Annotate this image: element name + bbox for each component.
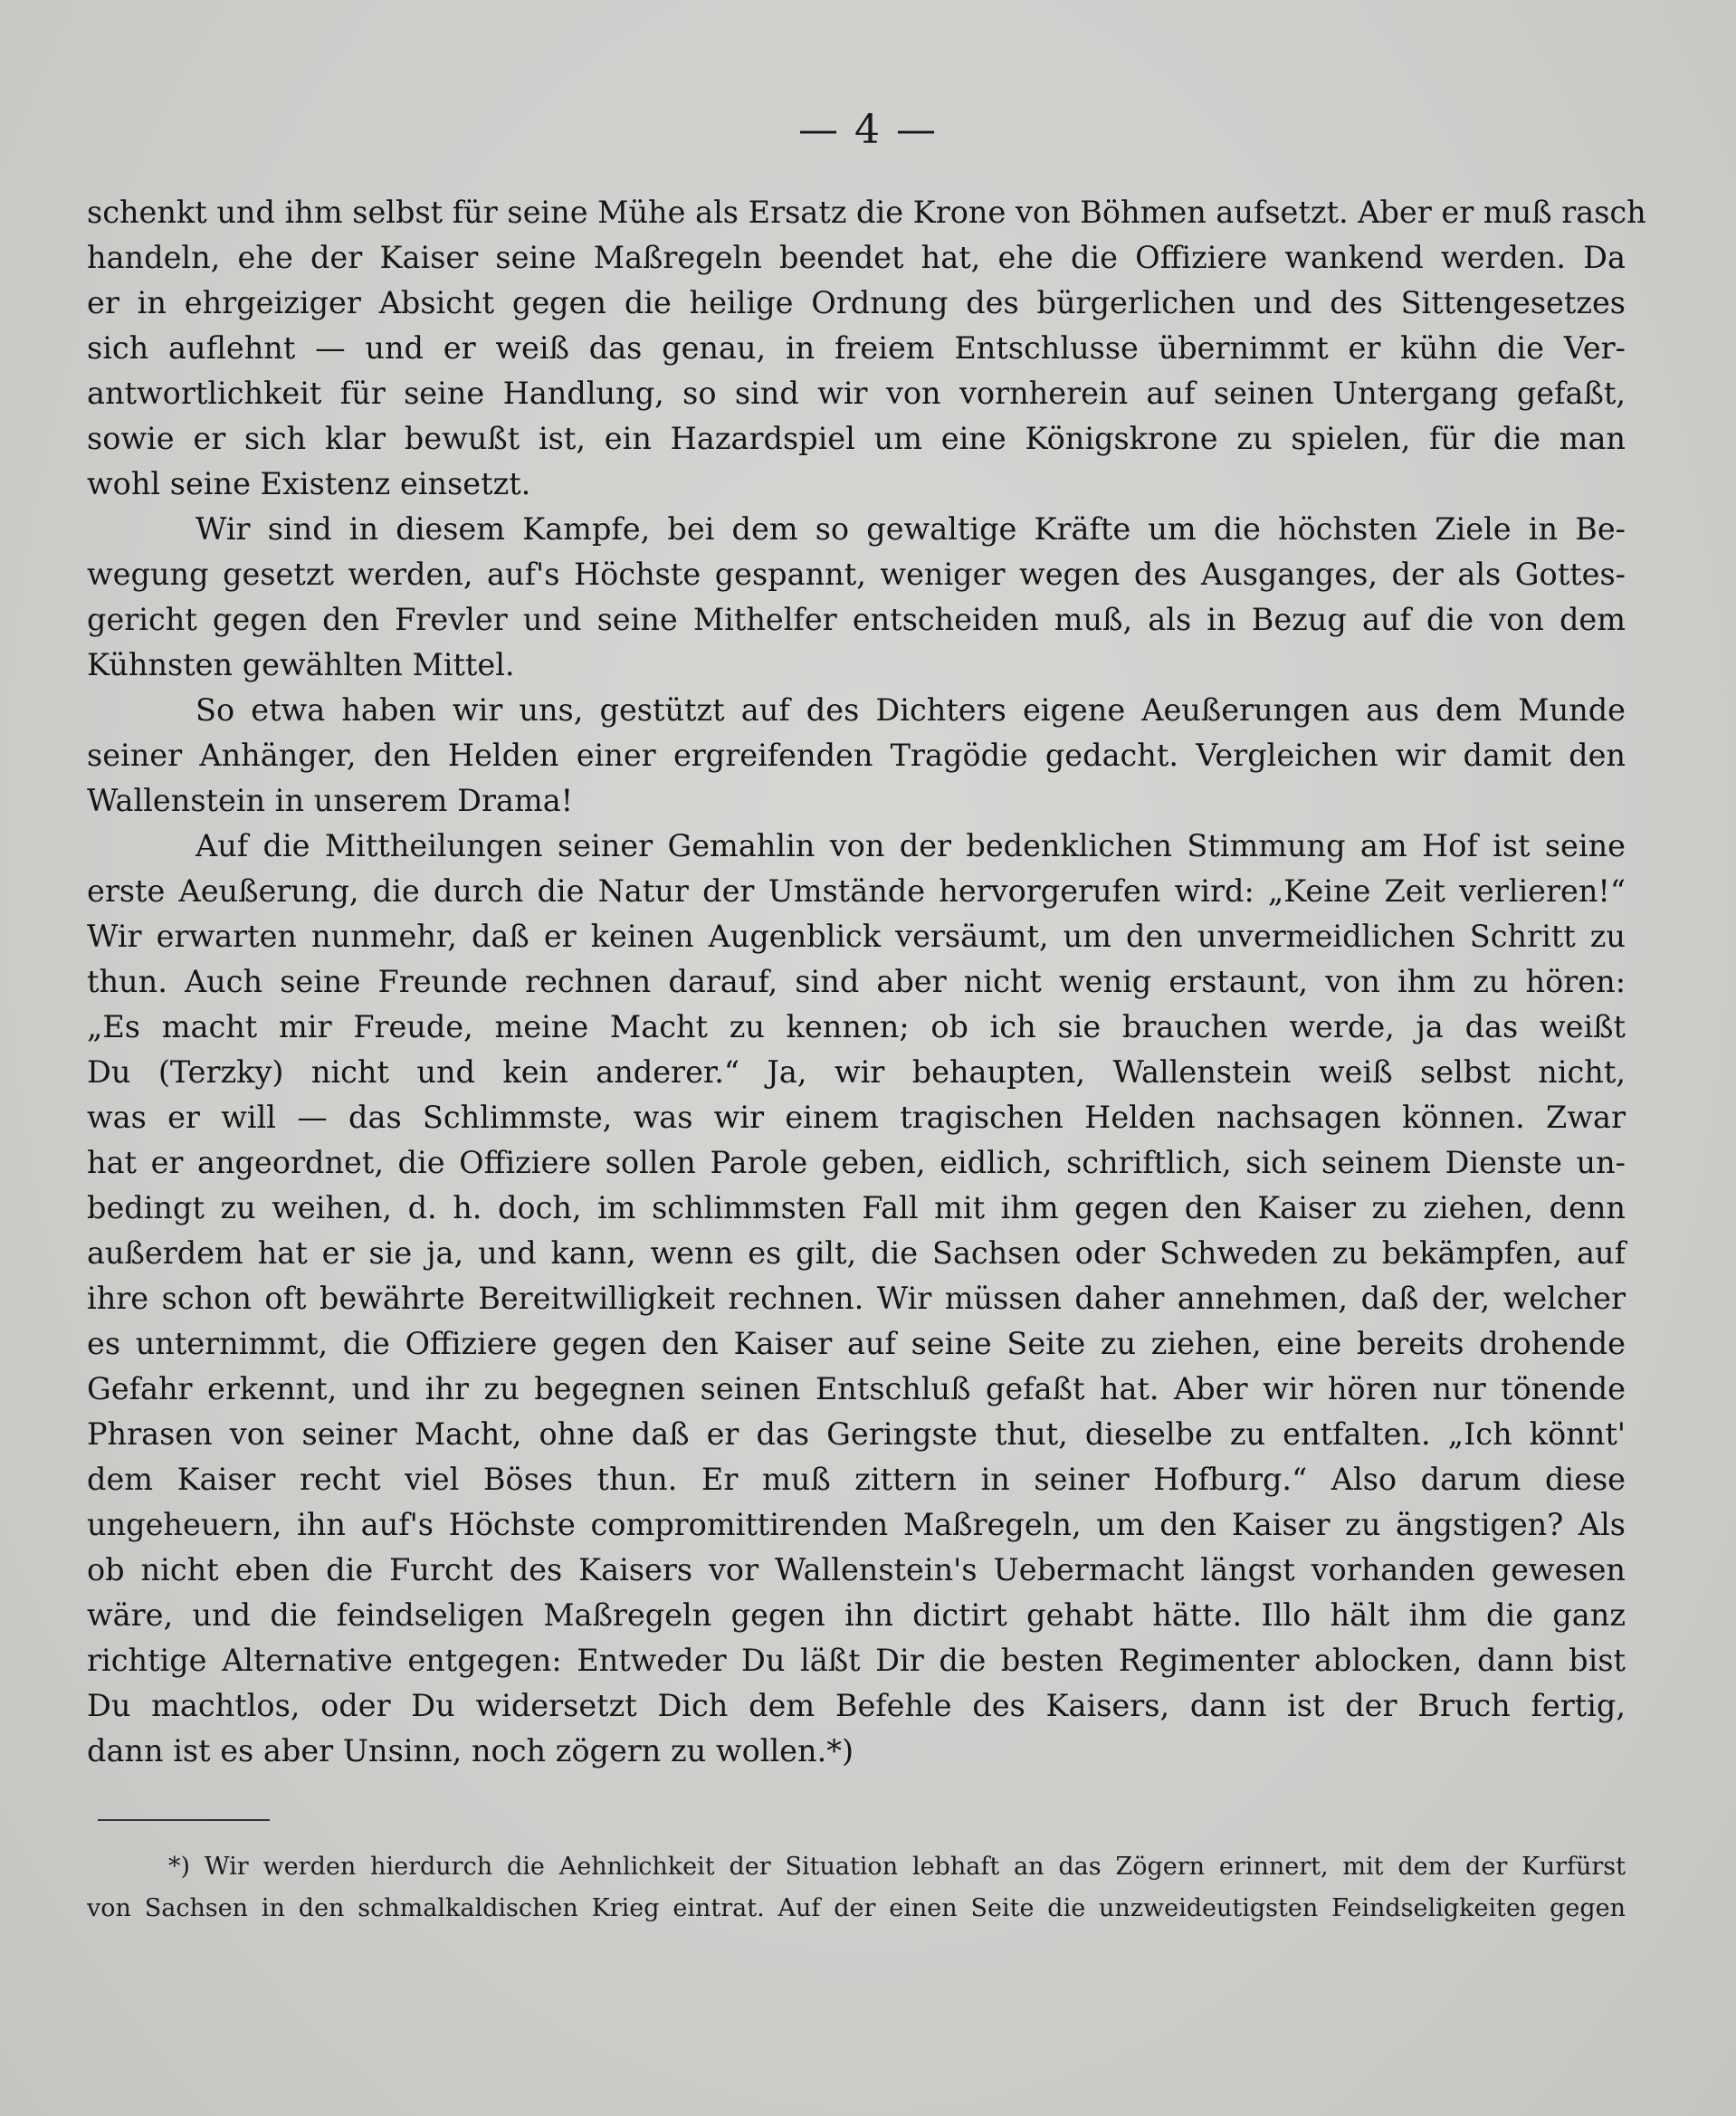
text-line: antwortlichkeit für seine Handlung, so sind wir von vornherein auf seinen Untergang gefaßt, — [87, 376, 1626, 411]
footnote-line: *) Wir werden hierdurch die Aehnlichkeit der Situation lebhaft an das Zögern erinnert, mit dem der Kurfürst — [168, 1853, 1626, 1881]
text-line: sowie er sich klar bewußt ist, ein Hazardspiel um eine Königskrone zu spielen, für die man — [87, 421, 1626, 456]
text-line: richtige Alternative entgegen: Entweder Du läßt Dir die besten Regimenter ablocken, dann bist — [87, 1643, 1626, 1678]
text-line: dem Kaiser recht viel Böses thun. Er muß zittern in seiner Hofburg.“ Also darum diese — [87, 1462, 1626, 1497]
text-line: wohl seine Existenz einsetzt. — [87, 466, 531, 501]
text-line: seiner Anhänger, den Helden einer ergreifenden Tragödie gedacht. Vergleichen wir damit den — [87, 738, 1626, 773]
text-line: außerdem hat er sie ja, und kann, wenn es gilt, die Sachsen oder Schweden zu bekämpfen, auf — [87, 1235, 1626, 1271]
text-line: Wallenstein in unserem Drama! — [87, 783, 574, 818]
text-line: Auf die Mittheilungen seiner Gemahlin von der bedenklichen Stimmung am Hof ist seine — [196, 828, 1626, 863]
text-line: Phrasen von seiner Macht, ohne daß er das Geringste thut, dieselbe zu entfalten. „Ich könnt' — [87, 1416, 1626, 1452]
text-line: Wir erwarten nunmehr, daß er keinen Augenblick versäumt, um den unvermeidlichen Schritt zu — [87, 919, 1626, 954]
text-line: thun. Auch seine Freunde rechnen darauf, sind aber nicht wenig erstaunt, von ihm zu hören: — [87, 964, 1626, 999]
text-line: ihre schon oft bewährte Bereitwilligkeit rechnen. Wir müssen daher annehmen, daß der, welcher — [87, 1281, 1626, 1316]
text-line: erste Aeußerung, die durch die Natur der Umstände hervorgerufen wird: „Keine Zeit verlieren!“ — [87, 873, 1626, 909]
text-line: Kühnsten gewählten Mittel. — [87, 647, 515, 682]
text-line: gericht gegen den Frevler und seine Mithelfer entscheiden muß, als in Bezug auf die von dem — [87, 602, 1626, 637]
text-line: Du (Terzky) nicht und kein anderer.“ Ja, wir behaupten, Wallenstein weiß selbst nicht, — [87, 1054, 1626, 1090]
text-line: dann ist es aber Unsinn, noch zögern zu wollen.*) — [87, 1733, 854, 1768]
text-line: So etwa haben wir uns, gestützt auf des Dichters eigene Aeußerungen aus dem Munde — [196, 692, 1626, 728]
text-line: er in ehrgeiziger Absicht gegen die heilige Ordnung des bürgerlichen und des Sittengesetzes — [87, 285, 1626, 320]
text-line: was er will — das Schlimmste, was wir einem tragischen Helden nachsagen können. Zwar — [87, 1100, 1626, 1135]
text-line: „Es macht mir Freude, meine Macht zu kennen; ob ich sie brauchen werde, ja das weißt — [87, 1009, 1626, 1044]
footnotes — [87, 1846, 1626, 1930]
text-line: wäre, und die feindseligen Maßregeln gegen ihn dictirt gehabt hätte. Illo hält ihm die ganz — [87, 1597, 1626, 1633]
text-line: sich auflehnt — und er weiß das genau, in freiem Entschlusse übernimmt er kühn die Ver- — [87, 330, 1626, 366]
body-text — [87, 190, 1646, 1774]
text-line: es unternimmt, die Offiziere gegen den Kaiser auf seine Seite zu ziehen, eine bereits drohende — [87, 1326, 1626, 1361]
text-line: ob nicht eben die Furcht des Kaisers vor Wallenstein's Uebermacht längst vorhanden gewesen — [87, 1552, 1626, 1587]
text-line: ungeheuern, ihn auf's Höchste compromittirenden Maßregeln, um den Kaiser zu ängstigen? Als — [87, 1507, 1626, 1542]
text-line: wegung gesetzt werden, auf's Höchste gespannt, weniger wegen des Ausganges, der als Gottes- — [87, 557, 1626, 592]
footnote-line: von Sachsen in den schmalkaldischen Krieg eintrat. Auf der einen Seite die unzweideutigsten Feindseligkeiten gegen — [87, 1894, 1626, 1922]
text-line: hat er angeordnet, die Offiziere sollen Parole geben, eidlich, schriftlich, sich seinem Dienste un- — [87, 1145, 1626, 1180]
text-line: schenkt und ihm selbst für seine Mühe als Ersatz die Krone von Böhmen aufsetzt. Aber er muß rasch — [87, 195, 1646, 230]
footnote-divider — [98, 1819, 270, 1821]
text-line: bedingt zu weihen, d. h. doch, im schlimmsten Fall mit ihm gegen den Kaiser zu ziehen, denn — [87, 1190, 1626, 1225]
text-line: Gefahr erkennt, und ihr zu begegnen seinen Entschluß gefaßt hat. Aber wir hören nur tönende — [87, 1371, 1626, 1406]
page-number: — 4 — — [798, 107, 938, 153]
text-line: Wir sind in diesem Kampfe, bei dem so gewaltige Kräfte um die höchsten Ziele in Be- — [196, 511, 1626, 547]
text-line: Du machtlos, oder Du widersetzt Dich dem Befehle des Kaisers, dann ist der Bruch fertig, — [87, 1688, 1626, 1723]
text-line: handeln, ehe der Kaiser seine Maßregeln beendet hat, ehe die Offiziere wankend werden. Da — [87, 240, 1626, 275]
